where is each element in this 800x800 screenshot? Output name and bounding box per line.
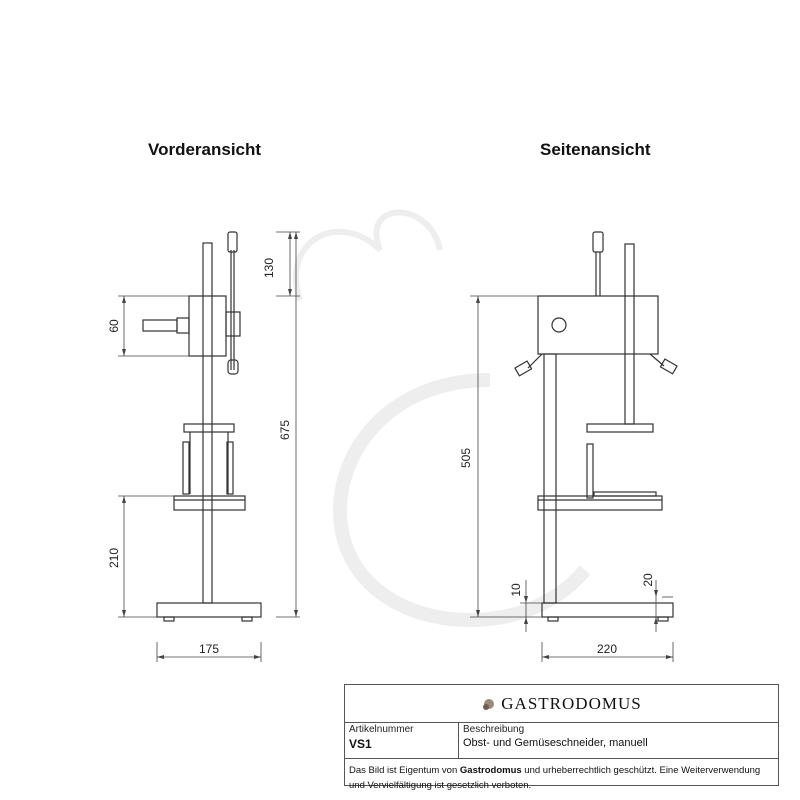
front-view-title: Vorderansicht: [148, 140, 262, 159]
side-dimensions: [470, 296, 673, 662]
front-main-pole: [203, 243, 212, 603]
dim-front-175: 175: [198, 642, 220, 656]
dim-side-220: 220: [596, 642, 618, 656]
dim-side-10: 10: [509, 583, 523, 597]
dim-front-60: 60: [107, 319, 121, 333]
side-view: [515, 232, 677, 621]
front-lever-bracket: [226, 312, 240, 336]
copyright-brand: Gastrodomus: [459, 765, 522, 776]
watermark-logo: [296, 213, 585, 621]
front-base-plate: [157, 603, 261, 617]
side-upper-tray: [587, 424, 653, 432]
front-guide-left: [183, 442, 189, 494]
front-foot-left: [164, 617, 174, 621]
chef-hat-icon: [481, 696, 497, 712]
side-rear-pole: [625, 244, 634, 424]
copyright-post: und urheberrechtlich geschützt. Eine Weiterverwendung und Vervielfältigung ist gesetzlich verboten.: [349, 765, 761, 791]
side-lever-knob: [593, 232, 603, 252]
front-handle-grip: [143, 320, 177, 331]
article-cell: [345, 723, 459, 758]
article-label: Artikelnummer: [349, 724, 414, 735]
side-base-plate: [542, 603, 673, 617]
description-cell: [459, 723, 652, 758]
brand-name: GASTRODOMUS: [501, 693, 642, 713]
front-lower-tray: [174, 496, 245, 510]
side-main-pole: [544, 354, 556, 603]
title-block-info-row: [345, 723, 778, 759]
brand-logo: [345, 685, 778, 723]
description-value: Obst- und Gemüseschneider, manuell: [463, 737, 648, 749]
copyright-notice: [345, 759, 778, 797]
side-head-circle: [552, 318, 566, 332]
front-upper-tray: [184, 424, 234, 432]
side-guide: [587, 444, 593, 498]
article-value: VS1: [349, 737, 372, 751]
dim-front-130: 130: [262, 257, 276, 279]
side-head-box: [538, 296, 658, 354]
front-head-box: [189, 296, 226, 356]
front-lever-bottom-knob: [228, 360, 238, 374]
copyright-pre: Das Bild ist Eigentum von: [349, 765, 460, 776]
dim-front-675: 675: [278, 419, 292, 441]
dim-side-20: 20: [641, 573, 655, 587]
side-arm-right: [660, 359, 677, 374]
dim-side-505: 505: [459, 447, 473, 469]
front-foot-right: [242, 617, 252, 621]
title-block: [344, 684, 779, 791]
side-view-title: Seitenansicht: [540, 140, 651, 159]
front-view: [143, 232, 261, 621]
dim-front-210: 210: [107, 547, 121, 569]
front-handle-base: [177, 318, 189, 333]
front-lever-knob: [228, 232, 237, 252]
description-label: Beschreibung: [463, 724, 525, 735]
side-arm-left: [515, 361, 532, 376]
